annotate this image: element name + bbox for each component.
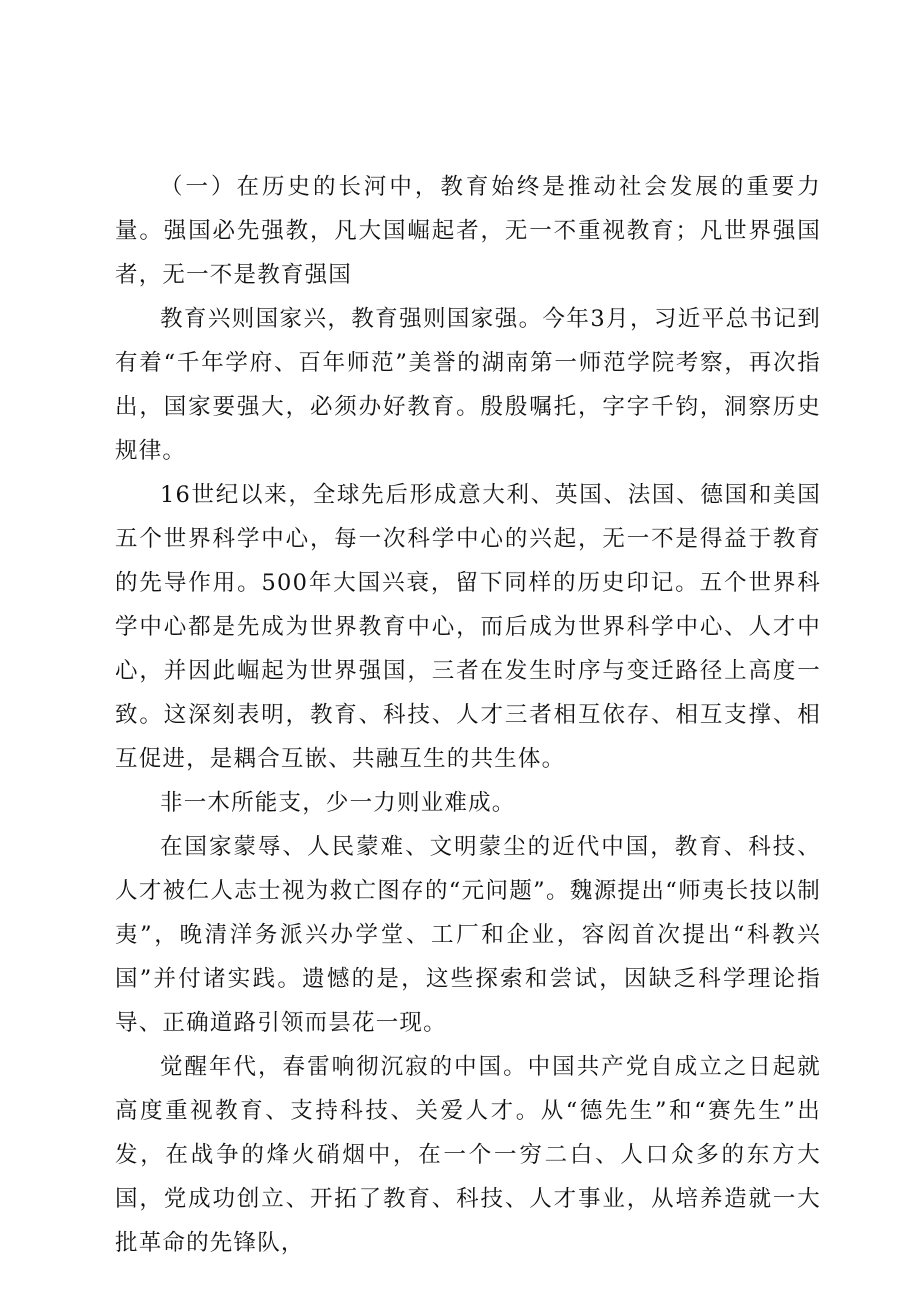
paragraph-3: 非一木所能支，少一力则业难成。 [160, 790, 516, 816]
paragraph-1: 教育兴则国家兴，教育强则国家强。今年3月，习近平总书记到有着“千年学府、百年师范”美誉的湖南第一师范学院考察，再次指出，国家要强大，必须办好教育。殷殷嘱托，字字千钧，洞察历史规律。 [115, 306, 821, 464]
paragraph-5: 觉醒年代，春雷响彻沉寂的中国。中国共产党自成立之日起就高度重视教育、支持科技、关爱人才。从“德先生”和“赛先生”出发，在战争的烽火硝烟中，在一个一穷二白、人口众多的东方大国，党成功创立、开拓了教育、科技、人才事业，从培养造就一大批革命的先锋队， [115, 1054, 821, 1256]
paragraph-2: 16世纪以来，全球先后形成意大利、英国、法国、德国和美国五个世界科学中心，每一次科学中心的兴起，无一不是得益于教育的先导作用。500年大国兴衰，留下同样的历史印记。五个世界科学中心都是先成为世界教育中心，而后成为世界科学中心、人才中心，并因此崛起为世界强国，三者在发生时序与变迁路径上高度一致。这深刻表明，教育、科技、人才三者相互依存、相互支撑、相互促进，是耦合互嵌、共融互生的共生体。 [115, 482, 821, 772]
paragraph-4: 在国家蒙辱、人民蒙难、文明蒙尘的近代中国，教育、科技、人才被仁人志士视为救亡图存的“元问题”。魏源提出“师夷长技以制夷”，晚清洋务派兴办学堂、工厂和企业，容闳首次提出“科教兴国”并付诸实践。遗憾的是，这些探索和尝试，因缺乏科学理论指导、正确道路引领而昙花一现。 [115, 834, 821, 1036]
section-heading: （一）在历史的长河中，教育始终是推动社会发展的重要力量。强国必先强教，凡大国崛起者，无一不重视教育；凡世界强国者，无一不是教育强国 [115, 174, 821, 288]
document-body [115, 165, 821, 1265]
